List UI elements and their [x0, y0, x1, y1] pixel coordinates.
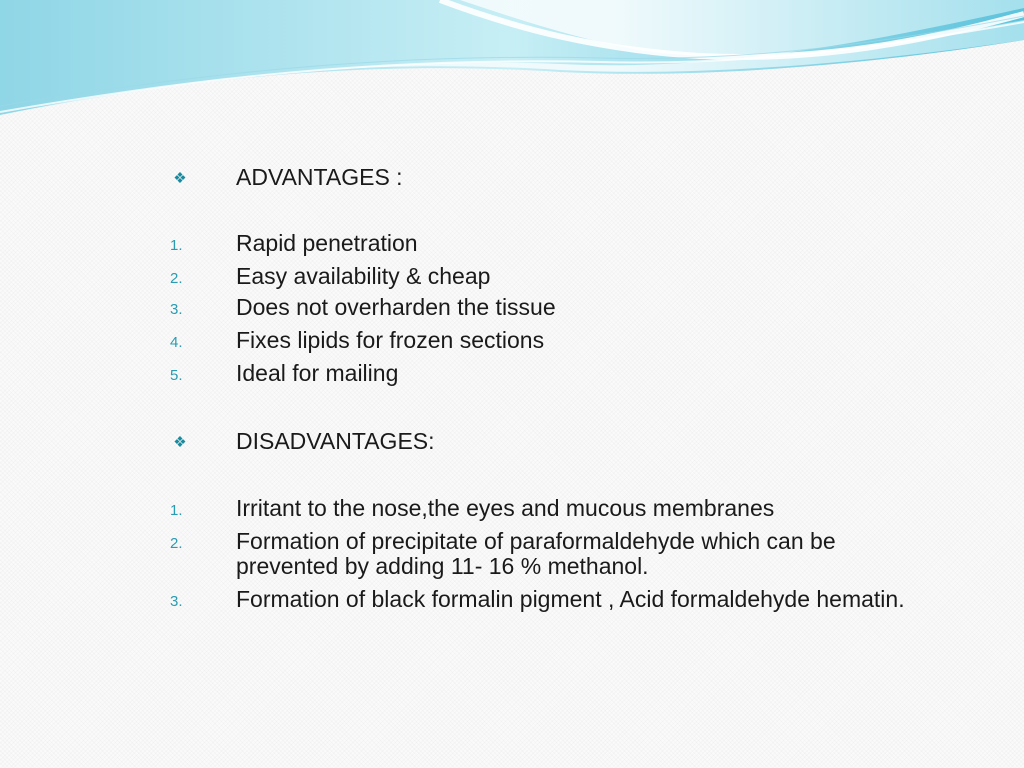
list-item: [0, 529, 1024, 585]
list-number: 3.: [170, 593, 183, 610]
list-item-text: Ideal for mailing: [236, 360, 399, 386]
advantages-heading-row: [0, 165, 1024, 195]
disadvantages-heading-row: [0, 429, 1024, 459]
list-item-text: Formation of black formalin pigment , Acid formaldehyde hematin.: [236, 586, 905, 612]
list-number: 1.: [170, 237, 183, 254]
list-number: 4.: [170, 334, 183, 351]
disadvantages-heading: DISADVANTAGES:: [236, 428, 435, 454]
list-item-text: Fixes lipids for frozen sections: [236, 327, 545, 353]
list-item: [0, 295, 1024, 325]
advantages-heading: ADVANTAGES :: [236, 164, 403, 190]
list-item-text: Formation of precipitate of paraformaldehyde which can be prevented by adding 11- 16 % methanol.: [236, 528, 836, 579]
list-item-text: Irritant to the nose,the eyes and mucous membranes: [236, 495, 775, 521]
list-item-text: Easy availability & cheap: [236, 263, 491, 289]
list-number: 3.: [170, 301, 183, 318]
list-item: [0, 231, 1024, 261]
list-number: 2.: [170, 270, 183, 287]
list-item-text: Rapid penetration: [236, 230, 418, 256]
list-number: 5.: [170, 367, 183, 384]
diamond-quad-bullet-icon: ❖: [173, 170, 187, 187]
list-item-text: Does not overharden the tissue: [236, 294, 556, 320]
diamond-quad-bullet-icon: ❖: [173, 434, 187, 451]
list-number: 1.: [170, 502, 183, 519]
list-item: [0, 361, 1024, 391]
list-item: [0, 496, 1024, 526]
list-item: [0, 587, 1024, 617]
list-item: [0, 328, 1024, 358]
list-item: [0, 264, 1024, 294]
list-number: 2.: [170, 535, 183, 552]
